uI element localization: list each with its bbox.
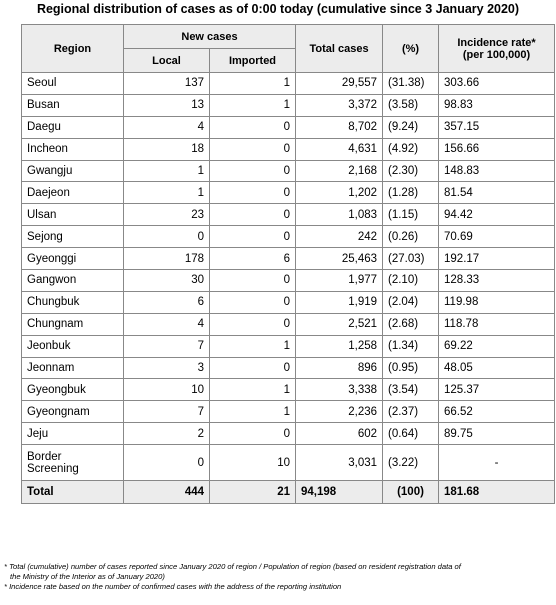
region-cell: Gwangju bbox=[22, 160, 124, 182]
percent-cell: (3.22) bbox=[383, 445, 439, 481]
total-cell: 25,463 bbox=[296, 248, 383, 270]
local-cell: 444 bbox=[124, 481, 210, 504]
incidence-cell: 125.37 bbox=[439, 379, 555, 401]
percent-cell: (1.15) bbox=[383, 204, 439, 226]
local-cell: 4 bbox=[124, 116, 210, 138]
percent-cell: (1.34) bbox=[383, 335, 439, 357]
table-row bbox=[22, 270, 555, 292]
region-cell: Chungnam bbox=[22, 313, 124, 335]
incidence-cell: 357.15 bbox=[439, 116, 555, 138]
imported-cell: 10 bbox=[210, 445, 296, 481]
incidence-cell: 89.75 bbox=[439, 423, 555, 445]
imported-cell: 21 bbox=[210, 481, 296, 504]
imported-cell: 0 bbox=[210, 182, 296, 204]
regional-cases-table bbox=[21, 24, 555, 504]
local-cell: 1 bbox=[124, 160, 210, 182]
region-cell: Incheon bbox=[22, 138, 124, 160]
header-row-top bbox=[22, 25, 555, 49]
total-cell: 1,083 bbox=[296, 204, 383, 226]
percent-cell: (100) bbox=[383, 481, 439, 504]
local-cell: 23 bbox=[124, 204, 210, 226]
total-cell: 3,338 bbox=[296, 379, 383, 401]
region-line1: Border bbox=[27, 450, 62, 463]
table-row bbox=[22, 116, 555, 138]
header-incidence-rate bbox=[439, 25, 555, 73]
local-cell: 7 bbox=[124, 401, 210, 423]
local-cell: 0 bbox=[124, 226, 210, 248]
incidence-cell: 192.17 bbox=[439, 248, 555, 270]
percent-cell: (0.26) bbox=[383, 226, 439, 248]
incidence-cell: 70.69 bbox=[439, 226, 555, 248]
percent-cell: (31.38) bbox=[383, 73, 439, 95]
total-cell: 896 bbox=[296, 357, 383, 379]
header-incidence-line1: Incidence rate* bbox=[457, 36, 536, 49]
table-row bbox=[22, 204, 555, 226]
region-cell: Jeonbuk bbox=[22, 335, 124, 357]
percent-cell: (2.10) bbox=[383, 270, 439, 292]
table-row bbox=[22, 313, 555, 335]
percent-cell: (3.58) bbox=[383, 94, 439, 116]
incidence-cell: 119.98 bbox=[439, 291, 555, 313]
percent-cell: (9.24) bbox=[383, 116, 439, 138]
incidence-cell: 66.52 bbox=[439, 401, 555, 423]
table-title: Regional distribution of cases as of 0:00 today (cumulative since 3 January 2020) bbox=[36, 2, 520, 16]
region-cell: Jeonnam bbox=[22, 357, 124, 379]
region-line2: Screening bbox=[27, 462, 79, 475]
table-row bbox=[22, 138, 555, 160]
incidence-cell: 303.66 bbox=[439, 73, 555, 95]
table-row-total bbox=[22, 481, 555, 504]
incidence-cell: - bbox=[439, 445, 555, 481]
local-cell: 4 bbox=[124, 313, 210, 335]
region-cell: Jeju bbox=[22, 423, 124, 445]
table-row bbox=[22, 73, 555, 95]
imported-cell: 6 bbox=[210, 248, 296, 270]
total-cell: 3,031 bbox=[296, 445, 383, 481]
imported-cell: 1 bbox=[210, 379, 296, 401]
local-cell: 30 bbox=[124, 270, 210, 292]
local-cell: 0 bbox=[124, 445, 210, 481]
footnote-1-line1: * Total (cumulative) number of cases reported since January 2020 of region / Population of region (based on resident registration data of bbox=[4, 562, 461, 571]
imported-cell: 0 bbox=[210, 138, 296, 160]
header-total-cases: Total cases bbox=[296, 25, 383, 73]
local-cell: 10 bbox=[124, 379, 210, 401]
percent-cell: (1.28) bbox=[383, 182, 439, 204]
footnote-2: * Incidence rate based on the number of confirmed cases with the address of the reporting institution bbox=[4, 582, 342, 591]
region-cell: Sejong bbox=[22, 226, 124, 248]
imported-cell: 0 bbox=[210, 291, 296, 313]
footnotes bbox=[4, 562, 552, 592]
total-cell: 8,702 bbox=[296, 116, 383, 138]
local-cell: 137 bbox=[124, 73, 210, 95]
imported-cell: 0 bbox=[210, 313, 296, 335]
header-percent: (%) bbox=[383, 25, 439, 73]
imported-cell: 1 bbox=[210, 94, 296, 116]
table-row bbox=[22, 226, 555, 248]
imported-cell: 0 bbox=[210, 116, 296, 138]
table-row bbox=[22, 335, 555, 357]
incidence-cell: 181.68 bbox=[439, 481, 555, 504]
local-cell: 18 bbox=[124, 138, 210, 160]
header-local: Local bbox=[124, 49, 210, 73]
region-cell: Gyeongbuk bbox=[22, 379, 124, 401]
table-row bbox=[22, 379, 555, 401]
table-row bbox=[22, 94, 555, 116]
total-cell: 94,198 bbox=[296, 481, 383, 504]
local-cell: 7 bbox=[124, 335, 210, 357]
header-imported: Imported bbox=[210, 49, 296, 73]
incidence-cell: 69.22 bbox=[439, 335, 555, 357]
incidence-cell: 81.54 bbox=[439, 182, 555, 204]
region-cell: Chungbuk bbox=[22, 291, 124, 313]
total-cell: 1,202 bbox=[296, 182, 383, 204]
header-new-cases: New cases bbox=[124, 25, 296, 49]
total-cell: 1,977 bbox=[296, 270, 383, 292]
incidence-cell: 94.42 bbox=[439, 204, 555, 226]
local-cell: 6 bbox=[124, 291, 210, 313]
table-row bbox=[22, 248, 555, 270]
region-cell: Gyeongnam bbox=[22, 401, 124, 423]
table-row bbox=[22, 182, 555, 204]
percent-cell: (2.04) bbox=[383, 291, 439, 313]
total-cell: 2,168 bbox=[296, 160, 383, 182]
region-cell: Seoul bbox=[22, 73, 124, 95]
local-cell: 178 bbox=[124, 248, 210, 270]
percent-cell: (0.95) bbox=[383, 357, 439, 379]
imported-cell: 0 bbox=[210, 226, 296, 248]
local-cell: 2 bbox=[124, 423, 210, 445]
imported-cell: 0 bbox=[210, 204, 296, 226]
region-cell: Ulsan bbox=[22, 204, 124, 226]
table-body bbox=[22, 73, 555, 504]
table-row bbox=[22, 401, 555, 423]
total-cell: 1,258 bbox=[296, 335, 383, 357]
imported-cell: 0 bbox=[210, 357, 296, 379]
total-cell: 3,372 bbox=[296, 94, 383, 116]
region-cell: Busan bbox=[22, 94, 124, 116]
percent-cell: (0.64) bbox=[383, 423, 439, 445]
total-cell: 1,919 bbox=[296, 291, 383, 313]
footnote-1-line2: the Ministry of the Interior as of January 2020) bbox=[10, 572, 165, 581]
imported-cell: 1 bbox=[210, 401, 296, 423]
imported-cell: 1 bbox=[210, 73, 296, 95]
incidence-cell: 98.83 bbox=[439, 94, 555, 116]
total-cell: 29,557 bbox=[296, 73, 383, 95]
incidence-cell: 148.83 bbox=[439, 160, 555, 182]
total-cell: 4,631 bbox=[296, 138, 383, 160]
local-cell: 13 bbox=[124, 94, 210, 116]
total-cell: 2,236 bbox=[296, 401, 383, 423]
table-row bbox=[22, 423, 555, 445]
table-row-border-screening bbox=[22, 445, 555, 481]
region-cell: Daejeon bbox=[22, 182, 124, 204]
total-cell: 242 bbox=[296, 226, 383, 248]
incidence-cell: 156.66 bbox=[439, 138, 555, 160]
header-incidence-line2: (per 100,000) bbox=[462, 48, 531, 61]
incidence-cell: 48.05 bbox=[439, 357, 555, 379]
region-cell: Gangwon bbox=[22, 270, 124, 292]
total-cell: 2,521 bbox=[296, 313, 383, 335]
region-cell: Daegu bbox=[22, 116, 124, 138]
region-cell: Total bbox=[22, 481, 124, 504]
imported-cell: 0 bbox=[210, 423, 296, 445]
header-region: Region bbox=[22, 25, 124, 73]
imported-cell: 1 bbox=[210, 335, 296, 357]
percent-cell: (3.54) bbox=[383, 379, 439, 401]
incidence-cell: 128.33 bbox=[439, 270, 555, 292]
incidence-cell: 118.78 bbox=[439, 313, 555, 335]
imported-cell: 0 bbox=[210, 270, 296, 292]
percent-cell: (2.37) bbox=[383, 401, 439, 423]
region-cell: Gyeonggi bbox=[22, 248, 124, 270]
imported-cell: 0 bbox=[210, 160, 296, 182]
table-row bbox=[22, 357, 555, 379]
percent-cell: (2.30) bbox=[383, 160, 439, 182]
percent-cell: (27.03) bbox=[383, 248, 439, 270]
table-row bbox=[22, 291, 555, 313]
percent-cell: (4.92) bbox=[383, 138, 439, 160]
percent-cell: (2.68) bbox=[383, 313, 439, 335]
region-cell bbox=[22, 445, 124, 481]
total-cell: 602 bbox=[296, 423, 383, 445]
local-cell: 3 bbox=[124, 357, 210, 379]
table-row bbox=[22, 160, 555, 182]
local-cell: 1 bbox=[124, 182, 210, 204]
